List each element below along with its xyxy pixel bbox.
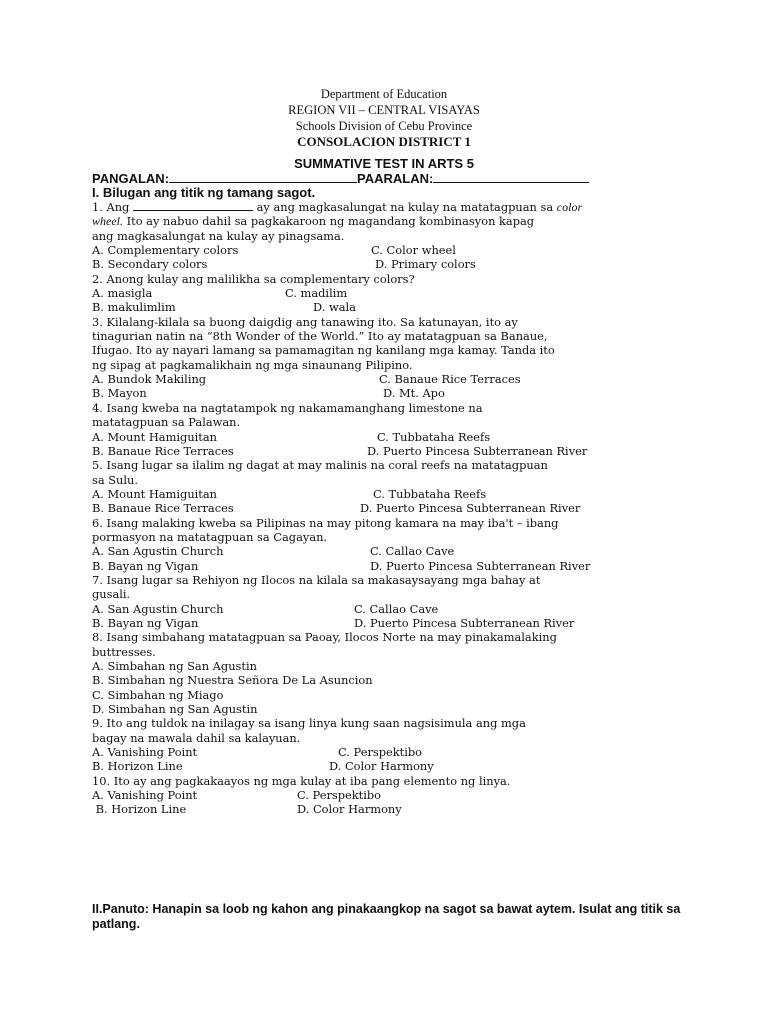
choice-b[interactable]: B. Bayan ng Vigan [92, 558, 199, 573]
choice-d[interactable]: D. Puerto Pincesa Subterranean River [354, 615, 575, 630]
choice-row [92, 616, 692, 630]
choice-row [92, 487, 692, 501]
answer-blank[interactable] [133, 200, 253, 211]
choice-a[interactable]: A. Mount Hamiguitan [92, 429, 218, 444]
choice-d[interactable]: D. Simbahan ng San Agustin [92, 702, 258, 717]
choice-a[interactable]: A. San Agustin Church [92, 601, 224, 616]
name-blank[interactable] [169, 170, 357, 183]
question-9-line: bagay na mawala dahil sa kalayuan. [92, 730, 301, 745]
question-3-line: tinagurian natin na “8th Wonder of the World.” Ito ay matatagpuan sa Banaue, [92, 329, 548, 344]
school-blank[interactable] [433, 170, 589, 183]
question-4-line: 4. Isang kweba na nagtatampok ng nakamamanghang limestone na [92, 400, 483, 415]
choice-row [92, 745, 692, 759]
document-header [0, 86, 768, 150]
choice-c[interactable]: C. Tubbataha Reefs [373, 486, 487, 501]
choice-a[interactable]: A. San Agustin Church [92, 544, 224, 559]
choice-d[interactable]: D. Primary colors [375, 257, 476, 272]
choice-d[interactable]: D. Puerto Pincesa Subterranean River [370, 558, 591, 573]
choice-c[interactable]: C. madilim [285, 286, 348, 301]
question-1-line-2: wheel. Ito ay nabuo dahil sa pagkakaroon ng magandang kombinasyon kapag [92, 214, 535, 229]
question-1-line-1: 1. Ang ay ang magkasalungat na kulay na matatagpuan sa color [92, 200, 583, 214]
choice-b[interactable]: B. Secondary colors [92, 257, 208, 272]
section-1-heading: I. Bilugan ang titik ng tamang sagot. [92, 185, 316, 200]
choice-row [92, 544, 692, 558]
choice-d[interactable]: D. Color Harmony [297, 802, 402, 817]
choice-row [92, 559, 692, 573]
question-2-line: 2. Anong kulay ang malilikha sa complementary colors? [92, 271, 415, 286]
choice-a[interactable]: A. Vanishing Point [92, 788, 198, 803]
choice-row [92, 759, 692, 773]
choice-d[interactable]: D. Color Harmony [329, 759, 434, 774]
question-8-line: buttresses. [92, 644, 156, 659]
choice-row [92, 300, 692, 314]
question-3-line: Ifugao. Ito ay nayari lamang sa pamamagitan ng kanilang mga kamay. Tanda ito [92, 343, 555, 358]
choice-c[interactable]: C. Color wheel [371, 243, 456, 258]
choice-b[interactable]: B. Banaue Rice Terraces [92, 501, 234, 516]
choice-row [92, 386, 692, 400]
choice-row [92, 602, 692, 616]
region-name: REGION VII – CENTRAL VISAYAS [288, 103, 480, 117]
choice-row [92, 444, 692, 458]
choice-a[interactable]: A. masigla [92, 286, 153, 301]
choice-c[interactable]: C. Simbahan ng Miago [92, 687, 224, 702]
choice-b[interactable]: B. Mayon [92, 386, 147, 401]
school-label: PAARALAN: [357, 171, 434, 186]
choice-row [92, 802, 692, 816]
choice-c[interactable]: C. Perspektibo [338, 745, 423, 760]
test-title: SUMMATIVE TEST IN ARTS 5 [294, 156, 474, 171]
choice-b[interactable]: B. Simbahan ng Nuestra Señora De La Asuncion [92, 673, 373, 688]
choice-row [92, 286, 692, 300]
division-name: Schools Division of Cebu Province [295, 119, 473, 133]
choice-d[interactable]: D. wala [313, 300, 356, 315]
question-5-line: 5. Isang lugar sa ilalim ng dagat at may malinis na coral reefs na matatagpuan [92, 458, 548, 473]
choice-b[interactable]: B. Bayan ng Vigan [92, 615, 199, 630]
choice-c[interactable]: C. Banaue Rice Terraces [379, 372, 521, 387]
question-10-line: 10. Ito ay ang pagkakaayos ng mga kulay at iba pang elemento ng linya. [92, 773, 511, 788]
question-5-line: sa Sulu. [92, 472, 138, 487]
choice-c[interactable]: C. Callao Cave [370, 544, 455, 559]
choice-row [92, 788, 692, 802]
choice-b[interactable]: B. Banaue Rice Terraces [92, 443, 234, 458]
choice-b[interactable]: B. Horizon Line [92, 802, 187, 817]
question-8-line: 8. Isang simbahang matatagpuan sa Paoay, Ilocos Norte na may pinakamalaking [92, 630, 557, 645]
question-7-line: gusali. [92, 587, 131, 602]
choice-a[interactable]: A. Bundok Makiling [92, 372, 207, 387]
choice-c[interactable]: C. Perspektibo [297, 788, 382, 803]
department-name: Department of Education [320, 87, 448, 101]
choice-row [92, 372, 692, 386]
question-7-line: 7. Isang lugar sa Rehiyon ng Ilocos na kilala sa makasaysayang mga bahay at [92, 572, 541, 587]
district-name: CONSOLACION DISTRICT 1 [297, 134, 471, 149]
choice-row [92, 501, 692, 515]
question-3-line: 3. Kilalang-kilala sa buong daigdig ang tanawing ito. Sa katunayan, ito ay [92, 314, 518, 329]
choice-a[interactable]: A. Vanishing Point [92, 745, 198, 760]
question-1-line-3: ang magkasalungat na kulay ay pinagsama. [92, 228, 345, 243]
name-school-fields [92, 170, 589, 186]
choice-d[interactable]: D. Mt. Apo [383, 386, 445, 401]
choice-row [92, 430, 692, 444]
question-9-line: 9. Ito ang tuldok na inilagay sa isang linya kung saan nagsisimula ang mga [92, 716, 526, 731]
question-4-line: matatagpuan sa Palawan. [92, 415, 241, 430]
choice-d[interactable]: D. Puerto Pincesa Subterranean River [360, 501, 581, 516]
choice-row [92, 257, 692, 271]
choice-c[interactable]: C. Tubbataha Reefs [377, 429, 491, 444]
name-label: PANGALAN: [92, 171, 170, 186]
choice-a[interactable]: A. Simbahan ng San Agustin [92, 659, 257, 673]
question-3-line: ng sipag at pagkamalikhain ng mga sinaunang Pilipino. [92, 357, 413, 372]
choice-c[interactable]: C. Callao Cave [354, 601, 439, 616]
choice-b[interactable]: B. Horizon Line [92, 759, 183, 774]
section-2-instruction: II.Panuto: Hanapin sa loob ng kahon ang pinakaangkop na sagot sa bawat aytem. Isulat ang titik sa patlang. [92, 902, 681, 931]
choice-d[interactable]: D. Puerto Pincesa Subterranean River [367, 443, 588, 458]
question-6-line: pormasyon na matatagpuan sa Cagayan. [92, 529, 328, 544]
choice-b[interactable]: B. makulimlim [92, 300, 176, 315]
section-1-questions [92, 200, 692, 817]
choice-row [92, 243, 692, 257]
choice-a[interactable]: A. Mount Hamiguitan [92, 486, 218, 501]
question-6-line: 6. Isang malaking kweba sa Pilipinas na may pitong kamara na may iba't – ibang [92, 515, 559, 530]
choice-a[interactable]: A. Complementary colors [92, 243, 239, 258]
